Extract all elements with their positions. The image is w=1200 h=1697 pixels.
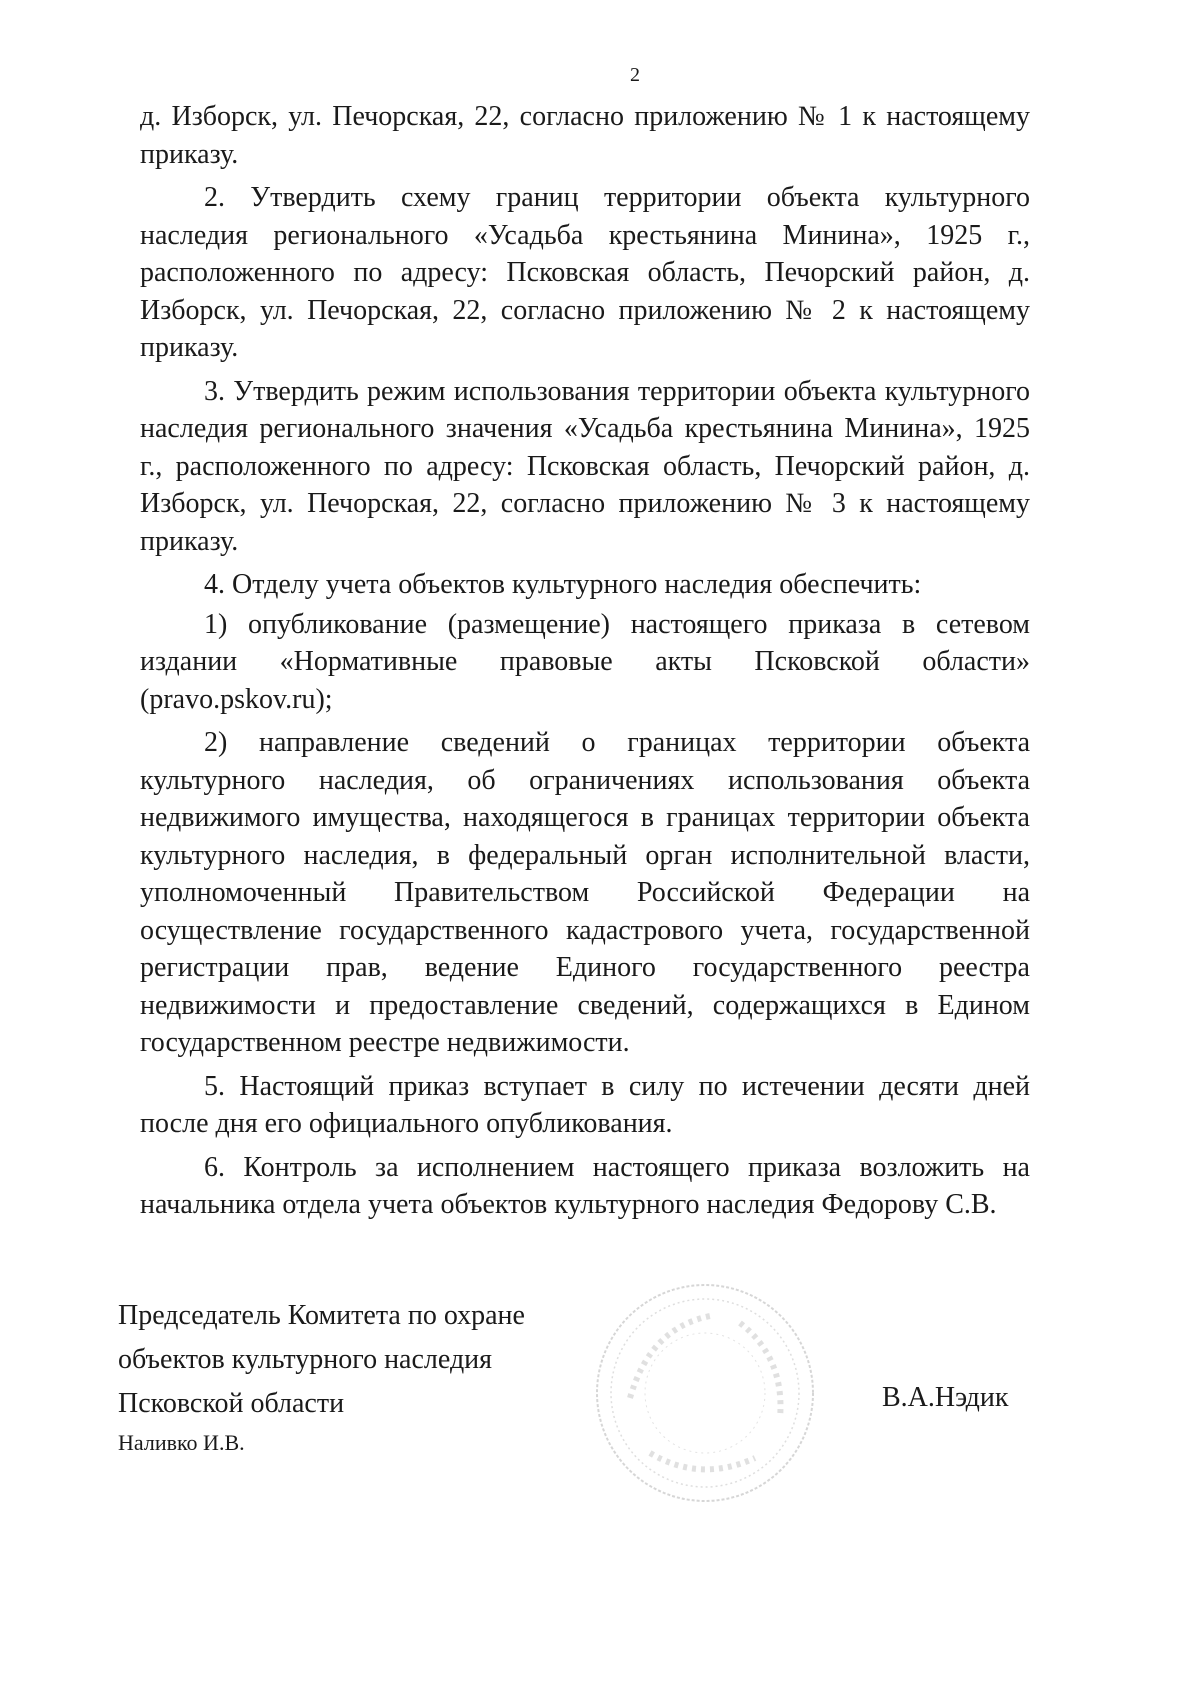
paragraph-4: 4. Отделу учета объектов культурного наследия обеспечить: xyxy=(204,569,922,600)
paragraph-4-item-1: 1) опубликование (размещение) настоящего приказа в сетевом издании «Нормативные правовые акты Псковской области» (pravo.pskov.ru); xyxy=(140,608,1030,715)
paragraph-3: 3. Утвердить режим использования территории объекта культурного наследия регионального значения «Усадьба крестьянина Минина», 1925 г., расположенного по адресу: Псковская область, Печорский район, д. Изборск, ул. Печорская, 22, согласно приложению № 3 к настоящему приказу. xyxy=(140,375,1030,557)
signatory-name: В.А.Нэдик xyxy=(882,1382,1009,1413)
paragraph-1-continuation: д. Изборск, ул. Печорская, 22, согласно приложению № 1 к настоящему приказу. xyxy=(140,101,1030,170)
paragraph-5: 5. Настоящий приказ вступает в силу по истечении десяти дней после дня его официального опубликования. xyxy=(140,1070,1030,1139)
signatory-position-line-1: Председатель Комитета по охране xyxy=(118,1300,525,1331)
paragraph-4-item-2: 2) направление сведений о границах территории объекта культурного наследия, об ограничениях использования объекта недвижимого имущества, находящегося в границах территории объекта культурного наследия, в федеральный орган исполнительной власти, уполномоченный Правительством Российской Федерации на осуществление государственного кадастрового учета, государственной регистрации прав, ведение Единого государственного реестра недвижимости и предоставление сведений, содержащихся в Едином государственном реестре недвижимости. xyxy=(140,727,1030,1058)
page-number: 2 xyxy=(630,64,640,86)
paragraph-6: 6. Контроль за исполнением настоящего приказа возложить на начальника отдела учета объектов культурного наследия Федорову С.В. xyxy=(140,1151,1030,1220)
document-body xyxy=(140,98,1030,1226)
paragraph-2: 2. Утвердить схему границ территории объекта культурного наследия регионального «Усадьба крестьянина Минина», 1925 г., расположенного по адресу: Псковская область, Печорский район, д. Изборск, ул. Печорская, 22, согласно приложению № 2 к настоящему приказу. xyxy=(140,182,1030,363)
signatory-position-line-2: объектов культурного наследия xyxy=(118,1344,493,1375)
signature-block xyxy=(118,1294,525,1458)
official-seal-stamp xyxy=(590,1278,820,1508)
executor-name: Наливко И.В. xyxy=(118,1430,245,1455)
signatory-position-line-3: Псковской области xyxy=(118,1388,345,1419)
